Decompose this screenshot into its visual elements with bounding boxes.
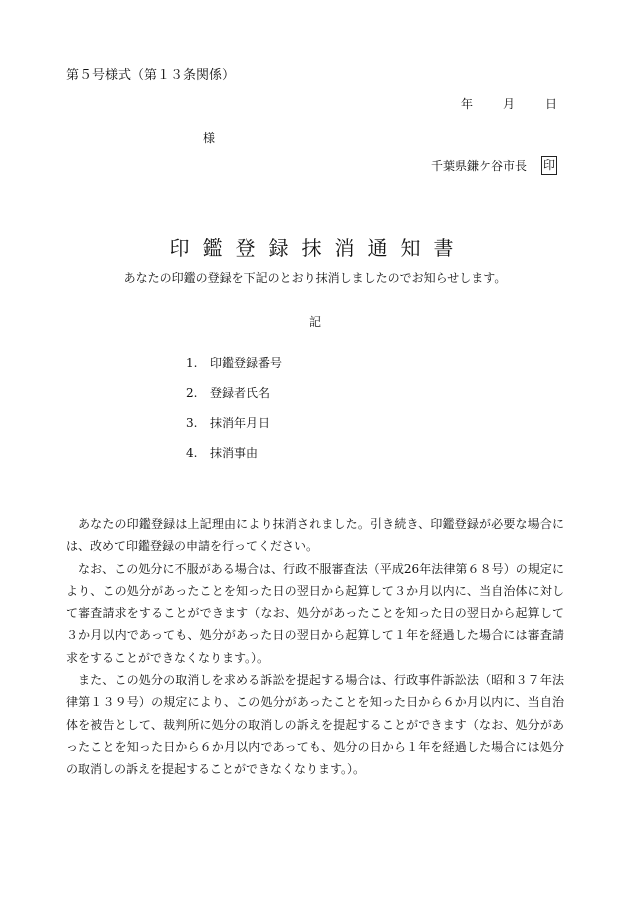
- issuer-block: [431, 156, 557, 175]
- addressee-suffix: 様: [203, 131, 216, 145]
- list-item: [186, 385, 282, 415]
- item-number: 2.: [186, 386, 198, 400]
- list-item: [186, 355, 282, 385]
- item-list: [186, 355, 282, 475]
- document-title: 印鑑登録抹消通知書: [169, 236, 467, 260]
- seal-mark: 印: [541, 156, 557, 175]
- date-day: 日: [544, 97, 557, 111]
- item-number: 4.: [186, 446, 198, 460]
- item-label: 抹消年月日: [210, 416, 271, 430]
- item-number: 3.: [186, 416, 198, 430]
- list-item: [186, 415, 282, 445]
- paragraph-reregistration: あなたの印鑑登録は上記理由により抹消されました。引き続き、印鑑登録が必要な場合には、改めて印鑑登録の申請を行ってください。: [66, 517, 564, 554]
- paragraph-administrative-appeal: なお、この処分に不服がある場合は、行政不服審査法（平成26年法律第６８号）の規定により、この処分があったことを知った日の翌日から起算して３か月以内に、当自治体に対して審査請求をすることができます（なお、処分があったことを知った日の翌日から起算して３か月以内であっても、処分があった日の翌日から起算して１年を経過した場合には審査請求をすることができなくなります。）。: [66, 561, 564, 665]
- paragraph-litigation: また、この処分の取消しを求める訴訟を提起する場合は、行政事件訴訟法（昭和３７年法律第１３９号）の規定により、この処分があったことを知った日から６か月以内に、当自治体を被告として、裁判所に処分の取消しの訴えを提起することができます（なお、処分があったことを知った日から６か月以内であっても、処分の日から１年を経過した場合には処分の取消しの訴えを提起することができなくなります。）。: [66, 673, 564, 777]
- issuer-name: 千葉県鎌ケ谷市長: [430, 159, 527, 173]
- body-text: [66, 513, 564, 781]
- intro-text: あなたの印鑑の登録を下記のとおり抹消しましたのでお知らせします。: [123, 271, 507, 285]
- list-item: [186, 445, 282, 475]
- item-number: 1.: [186, 356, 198, 370]
- form-label: 第５号様式（第１３条関係）: [66, 68, 236, 83]
- date-month: 月: [502, 97, 515, 111]
- ki-marker: 記: [308, 315, 321, 329]
- item-label: 登録者氏名: [210, 386, 271, 400]
- date-line: [461, 95, 557, 112]
- item-label: 抹消事由: [210, 446, 259, 460]
- date-year: 年: [460, 97, 473, 111]
- item-label: 印鑑登録番号: [210, 356, 283, 370]
